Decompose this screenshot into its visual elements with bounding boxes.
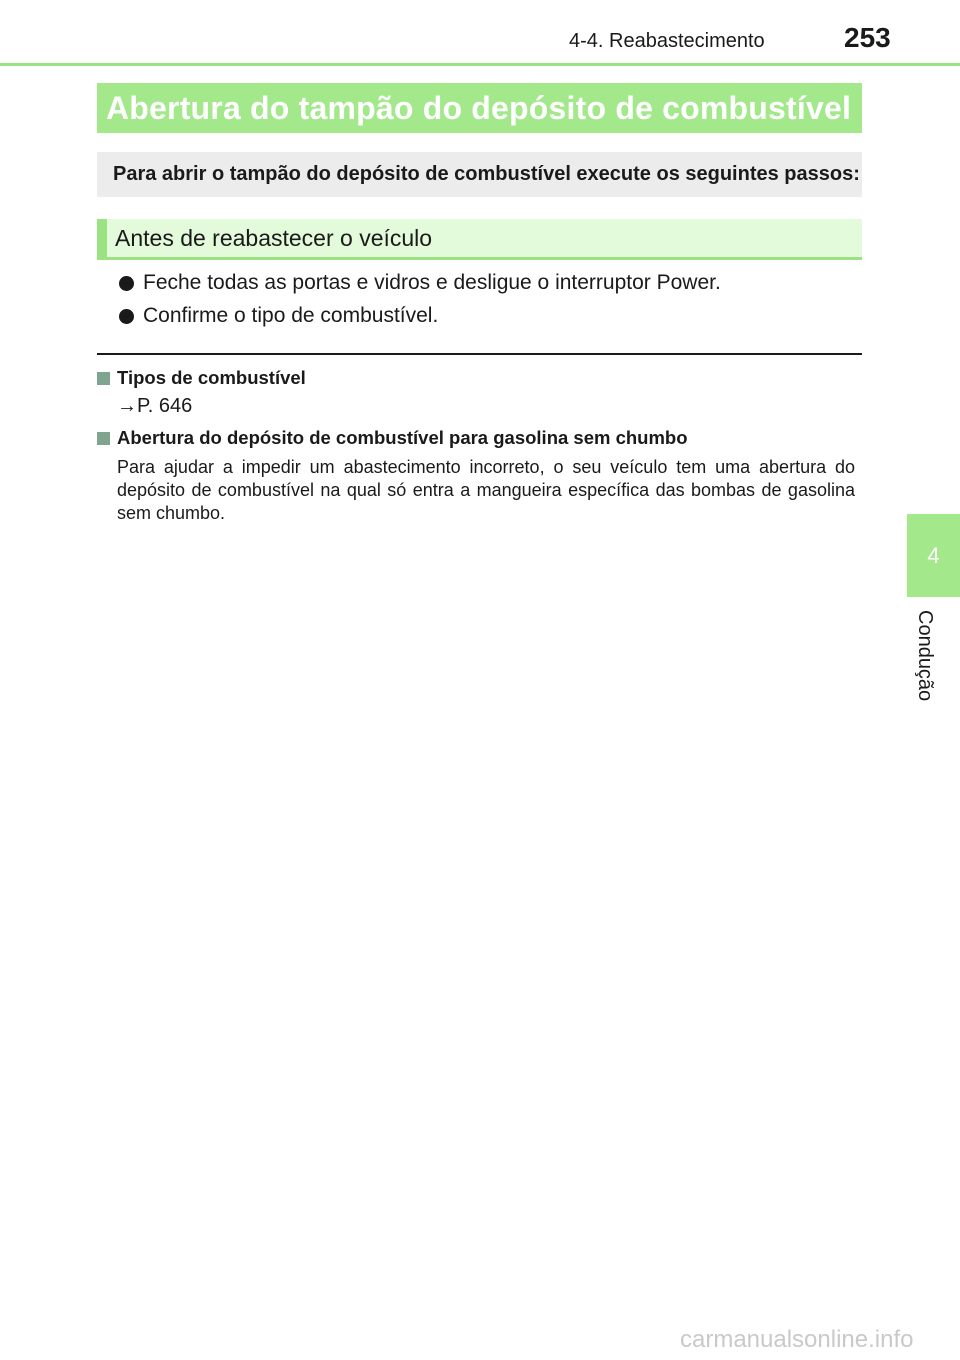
bullet-item	[119, 271, 721, 295]
square-bullet-icon	[97, 432, 110, 445]
bullet-dot-icon	[119, 309, 134, 324]
chapter-tab[interactable]	[907, 514, 960, 597]
note-heading-text: Abertura do depósito de combustível para gasolina sem chumbo	[117, 427, 688, 448]
bullet-text: Feche todas as portas e vidros e desligue o interruptor Power.	[143, 271, 721, 294]
note-heading-text: Tipos de combustível	[117, 367, 306, 388]
header-section-title: 4-4. Reabastecimento	[569, 30, 765, 52]
note-heading	[97, 427, 688, 449]
bullet-text: Confirme o tipo de combustível.	[143, 304, 439, 327]
page-number: 253	[844, 22, 891, 53]
square-bullet-icon	[97, 372, 110, 385]
intro-box	[97, 152, 862, 197]
page-reference-link[interactable]: →P. 646	[117, 395, 193, 417]
subsection-band	[97, 219, 862, 260]
title-band	[97, 83, 862, 133]
section-divider	[97, 353, 862, 355]
note-body: Para ajudar a impedir um abastecimento incorreto, o seu veículo tem uma abertura do depósito de combustível na qual só entra a mangueira específica das bombas de gasolina sem chumbo.	[117, 457, 855, 523]
page-title: Abertura do tampão do depósito de combustível	[106, 89, 852, 126]
header-rule	[0, 63, 960, 66]
subsection-heading: Antes de reabastecer o veículo	[115, 224, 433, 251]
chapter-number: 4	[927, 542, 940, 568]
watermark: carmanualsonline.info	[680, 1326, 914, 1353]
bullet-item	[119, 304, 438, 328]
note-heading	[97, 367, 306, 389]
bullet-dot-icon	[119, 276, 134, 291]
intro-text: Para abrir o tampão do depósito de combustível execute os seguintes passos:	[113, 163, 860, 185]
chapter-label: Condução	[914, 610, 936, 702]
